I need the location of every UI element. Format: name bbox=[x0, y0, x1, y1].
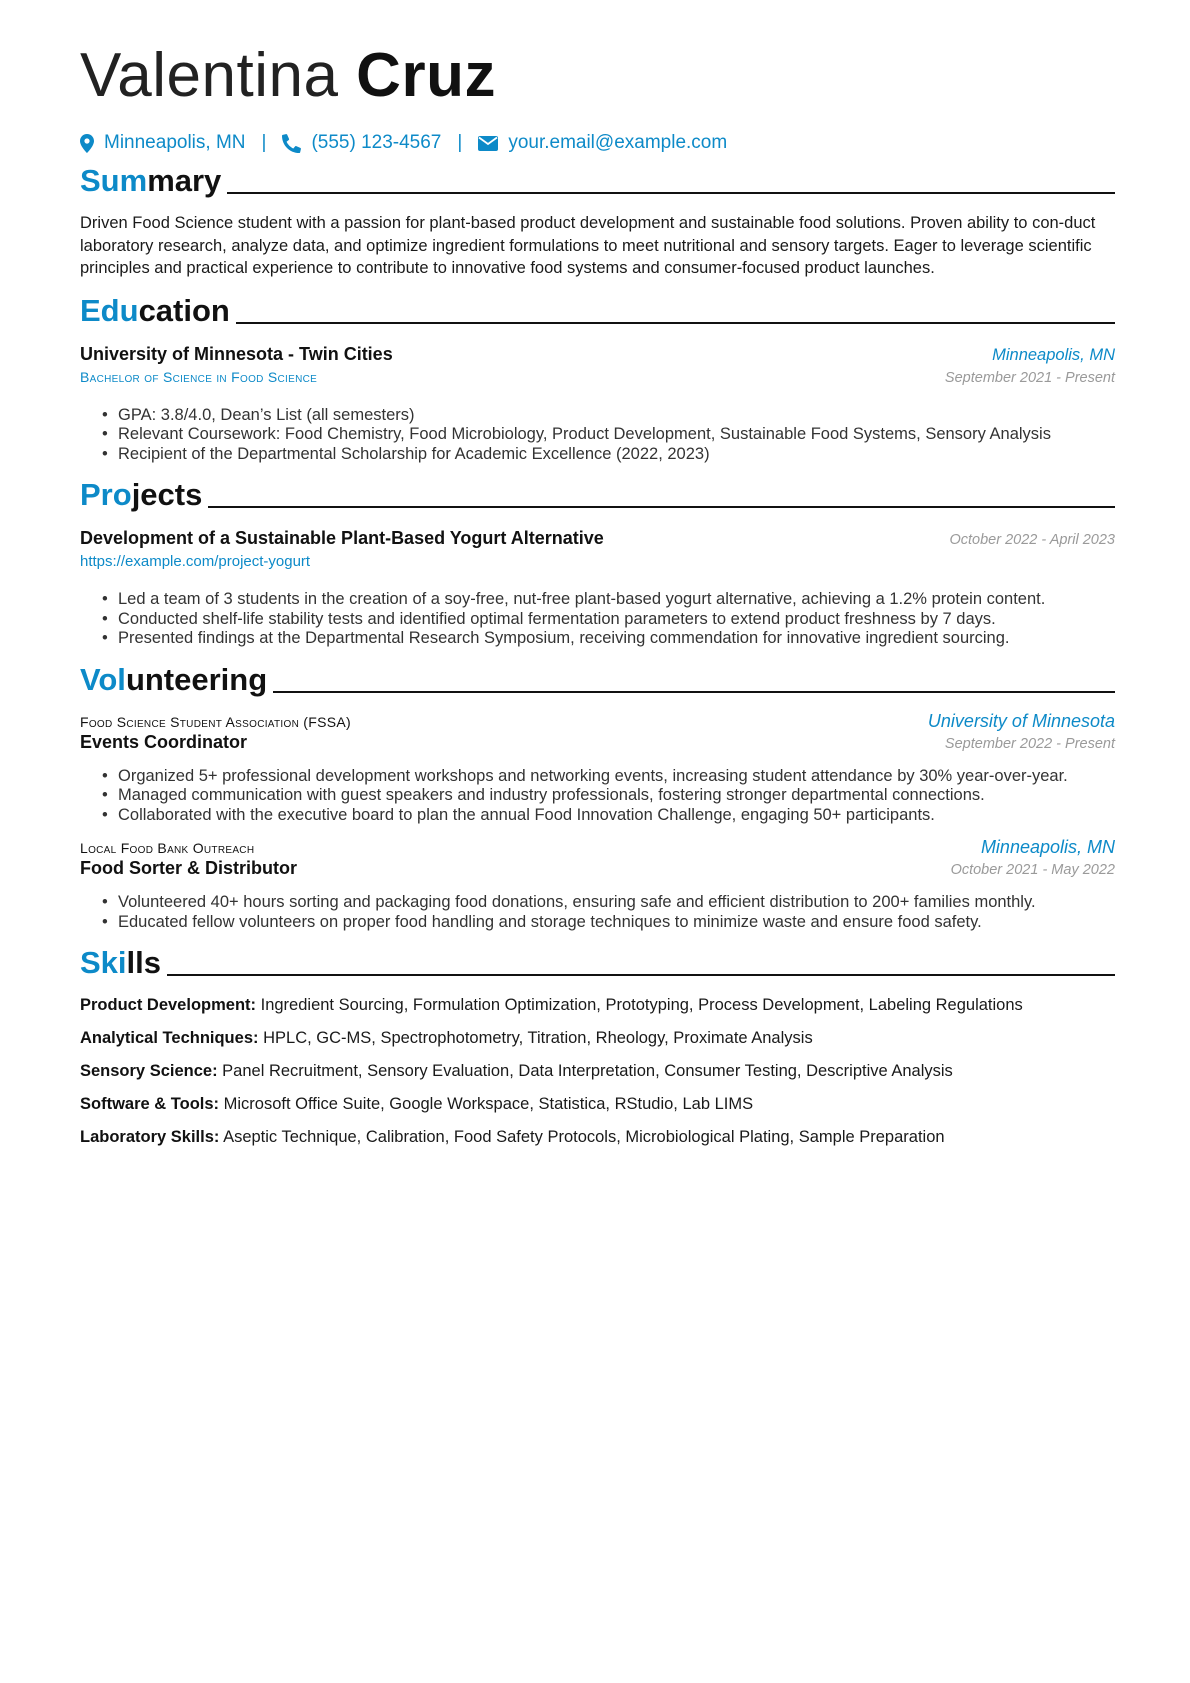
project-entry bbox=[80, 528, 1115, 649]
volunteer-role: Events Coordinator bbox=[80, 731, 248, 752]
contact-separator: | bbox=[261, 132, 267, 153]
section-title-accent: Ski bbox=[80, 945, 127, 980]
section-title bbox=[80, 292, 230, 330]
volunteer-role: Food Sorter & Distributor bbox=[80, 858, 297, 878]
volunteer-org: Food Science Student Association (FSSA) bbox=[80, 713, 351, 730]
contact-separator: | bbox=[457, 132, 463, 153]
list-item: • Organized 5+ professional development workshops and networking events, increasing student attendance by 30% year-over-year. bbox=[118, 767, 1115, 787]
envelope-icon bbox=[478, 136, 498, 151]
email-text: your.email@example.com bbox=[508, 132, 728, 153]
section-volunteering-header bbox=[80, 659, 1115, 699]
candidate-name bbox=[80, 40, 1115, 112]
volunteer-bullets bbox=[80, 767, 1115, 826]
project-bullets bbox=[80, 590, 1115, 649]
skill-row bbox=[80, 1093, 1115, 1115]
list-item: • Volunteered 40+ hours sorting and packaging food donations, ensuring safe and efficient distribution to 200+ families monthly. bbox=[118, 893, 1115, 913]
section-title-accent: Sum bbox=[80, 163, 148, 198]
section-title bbox=[80, 476, 202, 514]
last-name: Cruz bbox=[356, 41, 496, 110]
project-title: Development of a Sustainable Plant-Based Yogurt Alternative bbox=[80, 528, 604, 548]
location-text: Minneapolis, MN bbox=[104, 132, 246, 153]
contact-phone[interactable] bbox=[282, 132, 441, 154]
section-rule bbox=[227, 192, 1115, 194]
skill-label: Product Development: bbox=[80, 996, 257, 1014]
list-item: • Led a team of 3 students in the creation of a soy-free, nut-free plant-based yogurt alternative, achieving a 1.2% protein content. bbox=[118, 590, 1115, 610]
volunteer-location: Minneapolis, MN bbox=[980, 837, 1115, 857]
volunteer-entry bbox=[80, 711, 1115, 826]
section-skills-header bbox=[80, 942, 1115, 982]
section-title-rest: jects bbox=[131, 477, 203, 512]
list-item: • Managed communication with guest speakers and industry professionals, fostering stronger departmental connections. bbox=[118, 786, 1115, 806]
list-item: • Conducted shelf-life stability tests and identified optimal fermentation parameters to extend product freshness by 7 days. bbox=[118, 610, 1115, 630]
skill-value: HPLC, GC-MS, Spectrophotometry, Titration, Rheology, Proximate Analysis bbox=[263, 1029, 813, 1047]
section-title-rest: mary bbox=[147, 163, 222, 198]
list-item: • Recipient of the Departmental Scholarship for Academic Excellence (2022, 2023) bbox=[118, 445, 1115, 465]
volunteer-entry bbox=[80, 837, 1115, 932]
list-item: • Presented findings at the Departmental Research Symposium, receiving commendation for innovative ingredient sourcing. bbox=[118, 629, 1115, 649]
section-rule bbox=[167, 974, 1115, 976]
skill-label: Analytical Techniques: bbox=[80, 1029, 259, 1047]
volunteer-dates: September 2022 - Present bbox=[944, 735, 1115, 752]
section-title bbox=[80, 162, 221, 200]
summary-text: Driven Food Science student with a passion for plant-based product development and sustainable food solutions. Proven ability to con-duct laboratory research, analyze data, and optimize ingredient formulations to meet nutritional and sensory targets. Eager to leverage scientific principles and practical experience to contribute to innovative food systems and consumer-focused product launches. bbox=[80, 214, 1096, 277]
list-item: • Educated fellow volunteers on proper food handling and storage techniques to minimize waste and ensure food safety. bbox=[118, 913, 1115, 933]
skill-row bbox=[80, 994, 1115, 1016]
section-title-accent: Edu bbox=[80, 292, 139, 328]
volunteer-bullets bbox=[80, 893, 1115, 932]
phone-text: (555) 123-4567 bbox=[311, 132, 442, 153]
section-title-rest: unteering bbox=[125, 661, 268, 697]
section-title bbox=[80, 661, 267, 699]
section-title-accent: Vol bbox=[80, 661, 126, 697]
first-name: Valentina bbox=[80, 41, 339, 110]
school-name: University of Minnesota - Twin Cities bbox=[80, 343, 393, 364]
section-rule bbox=[273, 691, 1115, 693]
list-item: • Relevant Coursework: Food Chemistry, Food Microbiology, Product Development, Sustainable Food Systems, Sensory Analysis bbox=[118, 425, 1115, 445]
volunteer-location: University of Minnesota bbox=[927, 710, 1115, 731]
contact-email[interactable] bbox=[478, 132, 727, 154]
skill-label: Laboratory Skills: bbox=[80, 1128, 220, 1146]
skill-value: Panel Recruitment, Sensory Evaluation, Data Interpretation, Consumer Testing, Descriptive Analysis bbox=[222, 1062, 953, 1080]
education-bullets bbox=[80, 406, 1115, 465]
section-education-header bbox=[80, 290, 1115, 330]
volunteer-org: Local Food Bank Outreach bbox=[80, 840, 255, 856]
degree: Bachelor of Science in Food Science bbox=[80, 368, 318, 385]
section-summary-header bbox=[80, 160, 1115, 200]
section-title-rest: lls bbox=[126, 945, 161, 980]
section-rule bbox=[208, 506, 1115, 508]
skills-list bbox=[80, 994, 1115, 1148]
education-entry bbox=[80, 344, 1115, 465]
project-link[interactable]: https://example.com/project-yogurt bbox=[80, 553, 311, 570]
skill-label: Software & Tools: bbox=[80, 1095, 220, 1113]
skill-value: Ingredient Sourcing, Formulation Optimization, Prototyping, Process Development, Labeling Regulations bbox=[260, 996, 1023, 1014]
contact-bar bbox=[80, 128, 1115, 158]
school-location: Minneapolis, MN bbox=[992, 345, 1115, 364]
skill-row bbox=[80, 1126, 1115, 1148]
education-dates: September 2021 - Present bbox=[944, 369, 1115, 386]
map-marker-icon bbox=[80, 134, 94, 153]
section-rule bbox=[236, 322, 1115, 324]
skill-label: Sensory Science: bbox=[80, 1062, 218, 1080]
section-title-rest: cation bbox=[138, 292, 230, 328]
skill-value: Microsoft Office Suite, Google Workspace, Statistica, RStudio, Lab LIMS bbox=[223, 1095, 754, 1113]
skill-row bbox=[80, 1060, 1115, 1082]
list-item: • GPA: 3.8/4.0, Dean’s List (all semesters) bbox=[118, 406, 1115, 426]
project-dates: October 2022 - April 2023 bbox=[949, 532, 1115, 548]
list-item: • Collaborated with the executive board to plan the annual Food Innovation Challenge, engaging 50+ participants. bbox=[118, 806, 1115, 826]
section-title-accent: Pro bbox=[80, 477, 132, 512]
phone-icon bbox=[282, 134, 301, 153]
section-title bbox=[80, 944, 161, 982]
skill-row bbox=[80, 1027, 1115, 1049]
section-projects-header bbox=[80, 474, 1115, 514]
volunteer-dates: October 2021 - May 2022 bbox=[950, 862, 1115, 878]
contact-location bbox=[80, 132, 246, 154]
skill-value: Aseptic Technique, Calibration, Food Safety Protocols, Microbiological Plating, Sample Preparation bbox=[223, 1128, 945, 1146]
